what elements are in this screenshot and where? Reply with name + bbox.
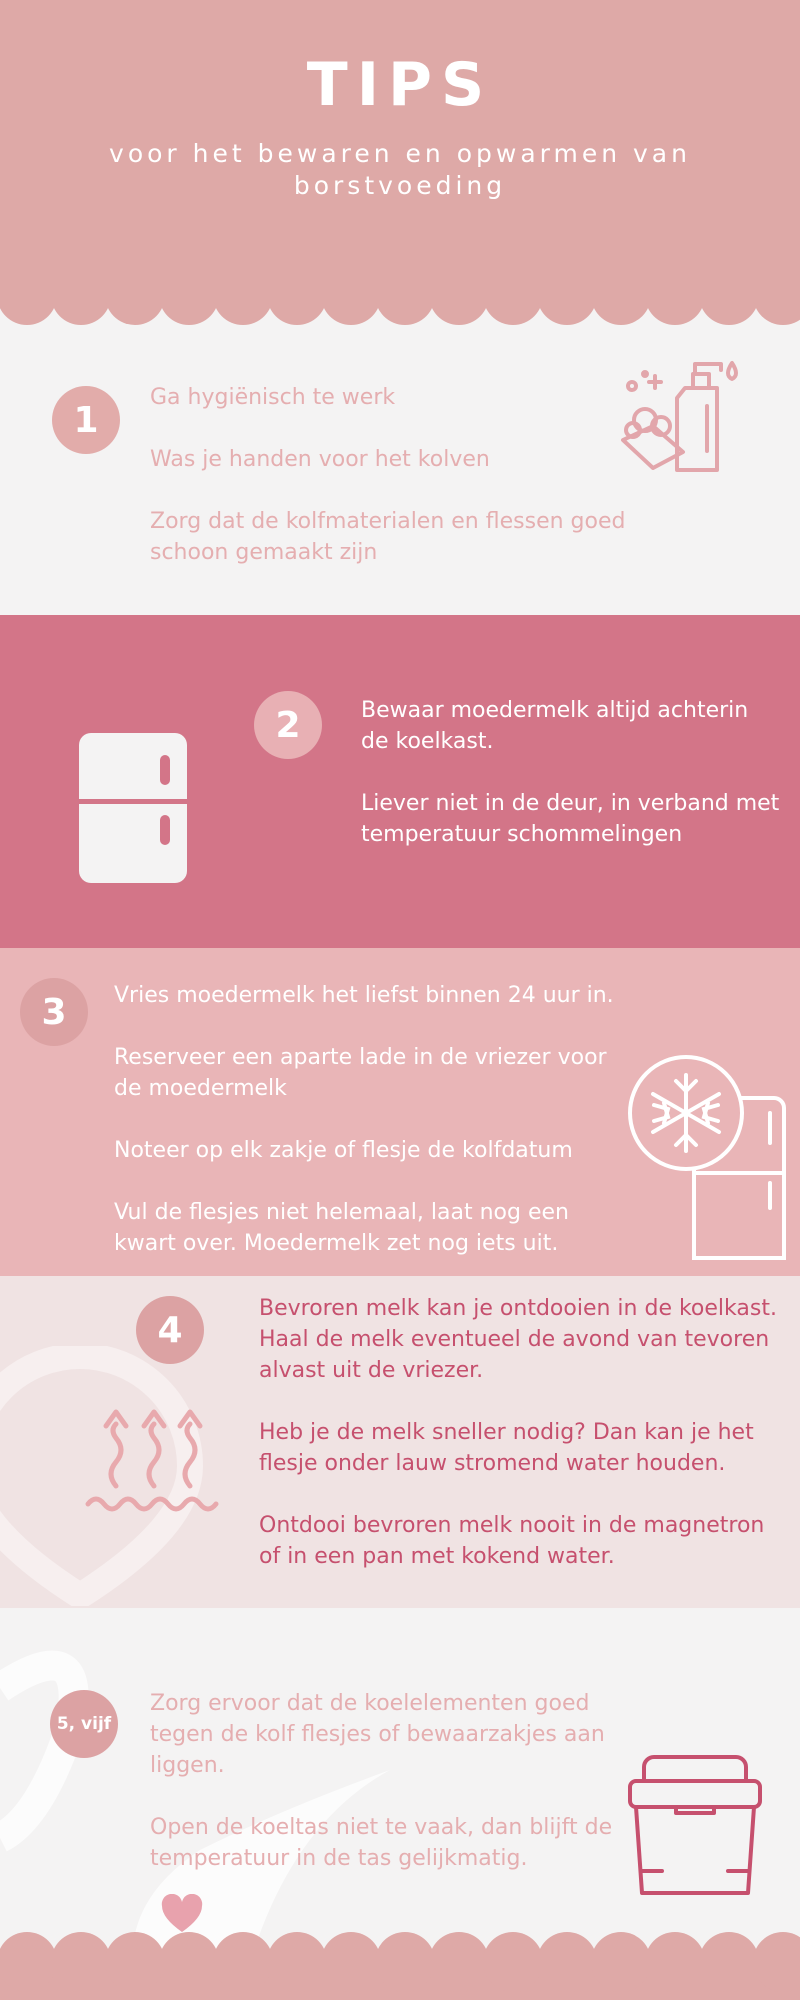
tip-section-4 [0,1276,800,1608]
tip-line: Vul de flesjes niet helemaal, laat nog een kwart over. Moedermelk zet nog iets uit. [114,1200,569,1256]
page-title: TIPS [306,50,494,120]
page-subtitle: voor het bewaren en opwarmen van borstvoeding [109,139,691,200]
tip-text [259,1293,779,1572]
freezer-snowflake-icon [626,1053,791,1263]
tip-line: Was je handen voor het kolven [150,447,490,472]
tip-section-1 [0,300,800,615]
scallop-footer [0,1932,800,2000]
tip-line: Zorg dat de kolfmaterialen en flessen goed schoon gemaakt zijn [150,509,626,565]
scallop-divider [0,295,800,327]
tip-line: Liever niet in de deur, in verband met temperatuur schommelingen [361,791,780,847]
fridge-icon [79,733,187,883]
tip-line: Bewaar moedermelk altijd achterin de koelkast. [361,698,749,754]
heart-icon [161,1894,203,1934]
tip-line: Zorg ervoor dat de koelelementen goed tegen de kolf flesjes of bewaarzakjes aan liggen. [150,1691,605,1778]
heat-rising-icon [84,1404,226,1514]
tip-section-3 [0,948,800,1276]
header [0,0,800,300]
tip-text [361,695,781,850]
tip-text [114,980,634,1259]
tip-number-badge: 1 [52,386,120,454]
tip-line: Noteer op elk zakje of flesje de kolfdatum [114,1138,573,1163]
tip-text [150,382,690,568]
tip-line: Ga hygiënisch te werk [150,385,396,410]
tip-number-badge: 5, vijf [50,1690,118,1758]
tip-number-badge: 2 [254,691,322,759]
soap-hygiene-icon [615,348,745,473]
tip-section-2 [0,615,800,948]
tip-line: Heb je de melk sneller nodig? Dan kan je het flesje onder lauw stromend water houden. [259,1420,754,1476]
cooler-box-icon [626,1753,764,1898]
tip-line: Ontdooi bevroren melk nooit in de magnetron of in een pan met kokend water. [259,1513,765,1569]
tip-line: Vries moedermelk het liefst binnen 24 uur in. [114,983,614,1008]
tip-number-badge: 3 [20,978,88,1046]
tip-line: Reserveer een aparte lade in de vriezer voor de moedermelk [114,1045,607,1101]
tip-number-badge: 4 [136,1296,204,1364]
tip-text [150,1688,620,1874]
tip-line: Open de koeltas niet te vaak, dan blijft de temperatuur in de tas gelijkmatig. [150,1815,613,1871]
tip-line: Bevroren melk kan je ontdooien in de koelkast. Haal de melk eventueel de avond van tevoren alvast uit de vriezer. [259,1296,777,1383]
